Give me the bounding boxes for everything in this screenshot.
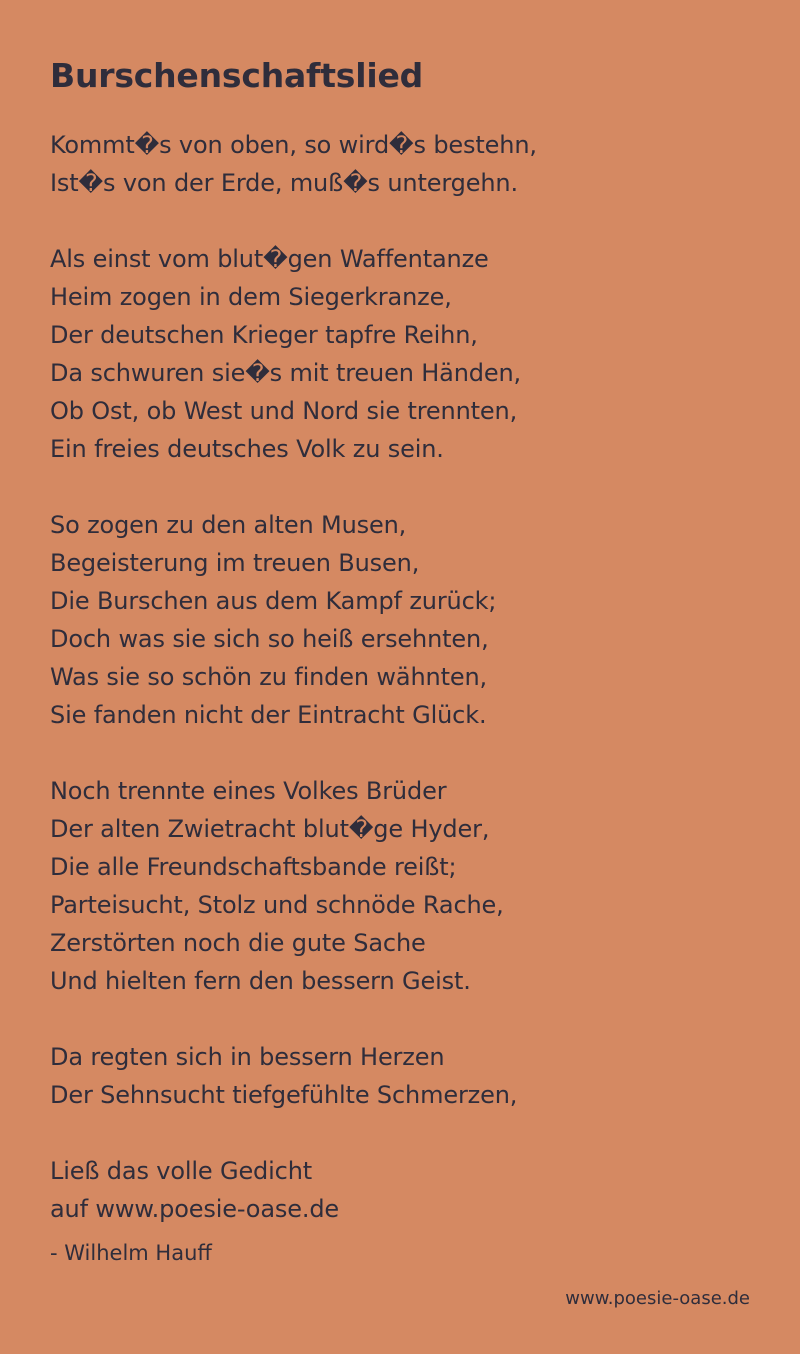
- read-more-line: Ließ das volle Gedicht: [50, 1157, 313, 1185]
- stanza: [50, 772, 750, 1000]
- poem-line: Der alten Zwietracht blut�ge Hyder,: [50, 815, 490, 843]
- poem-line: Zerstörten noch die gute Sache: [50, 929, 426, 957]
- poem-line: Der deutschen Krieger tapfre Reihn,: [50, 321, 478, 349]
- poem-line: Die Burschen aus dem Kampf zurück;: [50, 587, 497, 615]
- poem-line: Die alle Freundschaftsbande reißt;: [50, 853, 457, 881]
- poem-line: Ein freies deutsches Volk zu sein.: [50, 435, 444, 463]
- poem-line: Da schwuren sie�s mit treuen Händen,: [50, 359, 522, 387]
- footer-website: www.poesie-oase.de: [565, 1288, 750, 1309]
- poem-line: Als einst vom blut�gen Waffentanze: [50, 245, 489, 273]
- poem-line: Und hielten fern den bessern Geist.: [50, 967, 471, 995]
- stanza: [50, 240, 750, 468]
- poem-line: Ob Ost, ob West und Nord sie trennten,: [50, 397, 518, 425]
- read-more-note: [50, 1152, 750, 1228]
- poem-line: Parteisucht, Stolz und schnöde Rache,: [50, 891, 504, 919]
- read-more-url: auf www.poesie-oase.de: [50, 1195, 340, 1223]
- poem-line: Doch was sie sich so heiß ersehnten,: [50, 625, 489, 653]
- poem-line: Da regten sich in bessern Herzen: [50, 1043, 445, 1071]
- poem-line: Ist�s von der Erde, muß�s untergehn.: [50, 169, 518, 197]
- stanza: [50, 126, 750, 202]
- stanza: [50, 506, 750, 734]
- poem-author: - Wilhelm Hauff: [50, 1241, 212, 1265]
- poem-title: Burschenschaftslied: [50, 56, 424, 95]
- stanza: [50, 1038, 750, 1114]
- poem-line: Noch trennte eines Volkes Brüder: [50, 777, 447, 805]
- poem-body: [50, 126, 750, 1266]
- poem-line: Was sie so schön zu finden wähnten,: [50, 663, 487, 691]
- poem-line: Begeisterung im treuen Busen,: [50, 549, 420, 577]
- poem-line: So zogen zu den alten Musen,: [50, 511, 407, 539]
- poem-line: Kommt�s von oben, so wird�s bestehn,: [50, 131, 537, 159]
- poem-line: Sie fanden nicht der Eintracht Glück.: [50, 701, 487, 729]
- poem-line: Heim zogen in dem Siegerkranze,: [50, 283, 452, 311]
- poem-line: Der Sehnsucht tiefgefühlte Schmerzen,: [50, 1081, 518, 1109]
